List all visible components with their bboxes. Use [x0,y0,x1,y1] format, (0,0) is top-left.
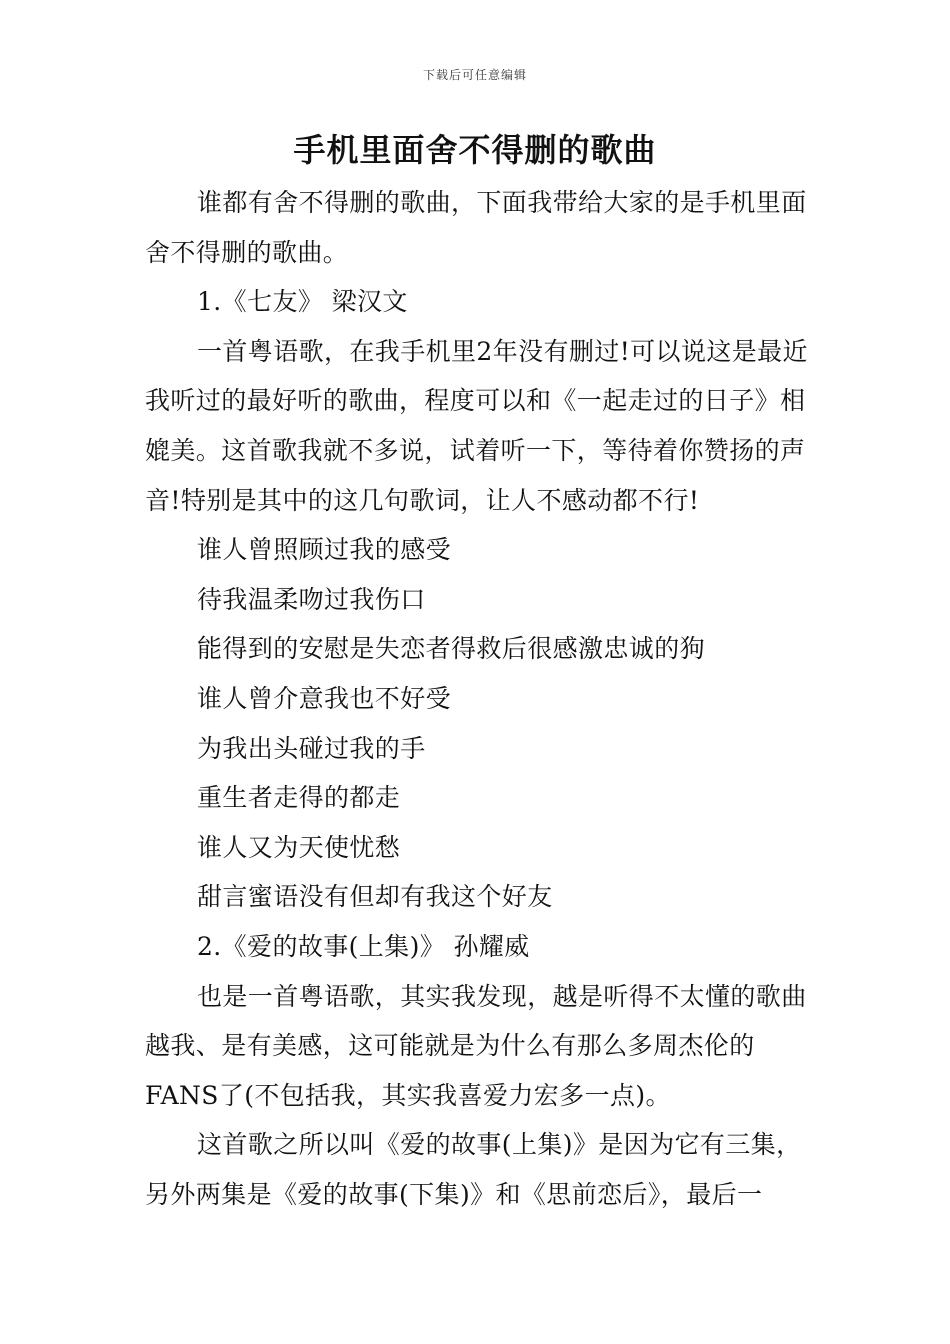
paragraph-song-2-description: 也是一首粤语歌，其实我发现，越是听得不太懂的歌曲越我、是有美感，这可能就是为什么有那么多周杰伦的FANS了(不包括我，其实我喜爱力宏多一点)。 [145,981,807,1110]
header-note: 下载后可任意编辑 [422,68,527,82]
lyric-line: 重生者走得的都走 [197,783,401,813]
song-heading-2: 2.《爱的故事(上集)》 孙耀威 [197,931,530,961]
lyric-line: 能得到的安慰是失恋者得救后很感激忠诚的狗 [197,634,706,664]
document-title: 手机里面舍不得删的歌曲 [293,131,657,169]
paragraph-song-2-series: 这首歌之所以叫《爱的故事(上集)》是因为它有三集，另外两集是《爱的故事(下集)》和《思前恋后》，最后一 [145,1130,802,1209]
document-body [145,178,815,1219]
paragraph-song-1-description: 一首粤语歌，在我手机里2年没有删过!可以说这是最近我听过的最好听的歌曲，程度可以和《一起走过的日子》相媲美。这首歌我就不多说，试着听一下，等待着你赞扬的声音!特别是其中的这几句歌词，让人不感动都不行! [145,336,808,515]
lyric-line: 谁人曾照顾过我的感受 [197,535,452,565]
lyric-line: 待我温柔吻过我伤口 [197,584,426,614]
song-heading-1: 1.《七友》 梁汉文 [197,287,408,317]
lyric-line: 谁人又为天使忧愁 [197,832,401,862]
lyric-line: 为我出头碰过我的手 [197,733,426,763]
lyric-line: 甜言蜜语没有但却有我这个好友 [197,882,553,912]
lyric-line: 谁人曾介意我也不好受 [197,683,452,713]
paragraph-intro: 谁都有舍不得删的歌曲，下面我带给大家的是手机里面舍不得删的歌曲。 [145,188,807,267]
